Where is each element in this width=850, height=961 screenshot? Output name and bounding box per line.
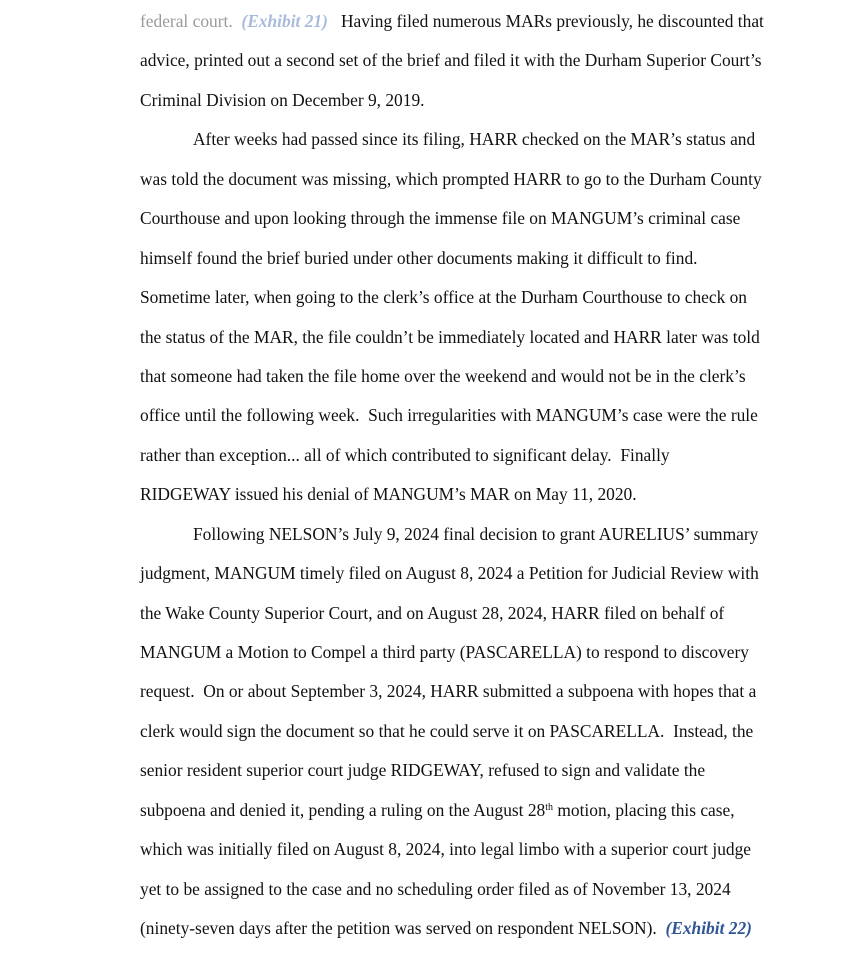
text-line: rather than exception... all of which contributed to significant delay. Finally xyxy=(140,444,670,465)
exhibit-22-link[interactable]: (Exhibit 22) xyxy=(665,918,752,939)
text-line: Courthouse and upon looking through the immense file on MANGUM’s criminal case xyxy=(140,208,741,229)
paragraph-2 xyxy=(140,120,780,514)
document-page xyxy=(140,2,780,949)
text-line xyxy=(140,2,780,41)
text-line: yet to be assigned to the case and no scheduling order filed as of November 13, 2024 xyxy=(140,878,731,899)
ordinal-superscript: th xyxy=(545,801,554,813)
text-line xyxy=(140,791,780,830)
text-segment: subpoena and denied it, pending a ruling on the August 28 xyxy=(140,799,546,820)
text-line: the Wake County Superior Court, and on August 28, 2024, HARR filed on behalf of xyxy=(140,602,725,623)
text-line: request. On or about September 3, 2024, HARR submitted a subpoena with hopes that a xyxy=(140,681,757,702)
text-line: clerk would sign the document so that he could serve it on PASCARELLA. Instead, the xyxy=(140,720,754,741)
text-line: Criminal Division on December 9, 2019. xyxy=(140,89,425,110)
paragraph-1 xyxy=(140,2,780,120)
text-segment: motion, placing this case, xyxy=(553,799,735,820)
exhibit-21-link[interactable]: (Exhibit 21) xyxy=(241,11,328,31)
text-line: advice, printed out a second set of the brief and filed it with the Durham Superior Court’s xyxy=(140,50,762,71)
text-line: the status of the MAR, the file couldn’t be immediately located and HARR later was told xyxy=(140,326,760,347)
text-line: After weeks had passed since its filing, HARR checked on the MAR’s status and xyxy=(193,129,756,150)
text-line: himself found the brief buried under other documents making it difficult to find. xyxy=(140,247,698,268)
faded-text: federal court. xyxy=(140,11,233,31)
paragraph-3 xyxy=(140,515,780,949)
text-line: Following NELSON’s July 9, 2024 final decision to grant AURELIUS’ summary xyxy=(193,523,759,544)
text-line: was told the document was missing, which prompted HARR to go to the Durham County xyxy=(140,168,762,189)
text-line: MANGUM a Motion to Compel a third party (PASCARELLA) to respond to discovery xyxy=(140,642,749,662)
text-line: senior resident superior court judge RIDGEWAY, refused to sign and validate the xyxy=(140,760,706,781)
text-segment: Having filed numerous MARs previously, he discounted that xyxy=(340,11,764,31)
text-line: that someone had taken the file home over the weekend and would not be in the clerk’s xyxy=(140,365,746,386)
text-line: which was initially filed on August 8, 2024, into legal limbo with a superior court judge xyxy=(140,839,751,860)
text-segment: (ninety-seven days after the petition was served on respondent NELSON). xyxy=(140,918,666,939)
text-line xyxy=(140,909,780,948)
text-line: Sometime later, when going to the clerk’s office at the Durham Courthouse to check on xyxy=(140,287,748,308)
text-line: RIDGEWAY issued his denial of MANGUM’s MAR on May 11, 2020. xyxy=(140,484,637,505)
text-line: office until the following week. Such irregularities with MANGUM’s case were the rule xyxy=(140,405,758,426)
text-line: judgment, MANGUM timely filed on August 8, 2024 a Petition for Judicial Review with xyxy=(140,563,759,584)
